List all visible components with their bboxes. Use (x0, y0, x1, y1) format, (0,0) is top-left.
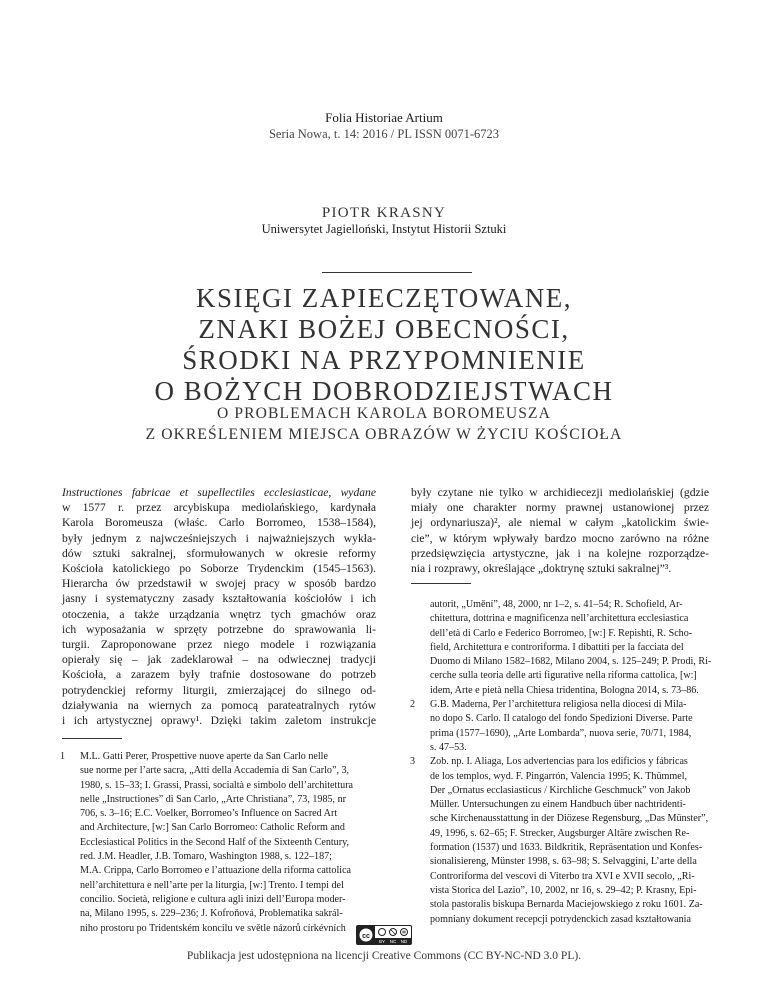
title-line: ZNAKI BOŻEJ OBECNOŚCI, (198, 314, 570, 344)
footnote-line: niho prostoru po Tridentském koncilu ve světle názorů církévních (80, 922, 346, 934)
footnote-line: s. 47–53. (430, 741, 467, 753)
footnotes-right (410, 598, 712, 927)
body-line: działywania na wiernych za pomocą parateatralnych rytów (62, 698, 376, 712)
footnote-line: sionalisiereng, Münster 1998, s. 63–98; S. Selvaggini, L’arte della (430, 856, 697, 868)
body-line: ich wyposażania w sprzęty potrzebne do sprawowania li- (62, 622, 376, 636)
footnote-line: concilio. Società, religione e cultura agli inizi dell’Europa moder- (80, 893, 346, 905)
journal-title: Folia Historiae Artium (325, 110, 443, 125)
footnote-line: formation (1537) und 1633. Bildkritik, Repräsentation und Konfes- (430, 842, 703, 854)
footnote-line: Duomo di Milano 1582–1682, Milano 2004, s. 125–249; P. Prodi, Ri- (430, 656, 712, 668)
footnote-line: autorit, „Umění”, 48, 2000, nr 1–2, s. 41–54; R. Schofield, Ar- (430, 599, 683, 610)
body-line: jej ordynariusza)², ale niemal w całym „katolickim świe- (411, 516, 709, 530)
article-title (0, 283, 768, 407)
footnote-line: 706, s. 3–16; E.C. Voelker, Borromeo’s Influence on Sacred Art (80, 808, 338, 820)
footnote-line: Der „Ornatus ecclasiasticus / Kirchliche Geschmuck” von Jakob (430, 784, 691, 796)
body-left-column (62, 485, 376, 728)
body-line: miały one charakter normy prawnej ustanowionej przez (411, 501, 709, 515)
footnote-2 (410, 698, 710, 755)
subtitle-line: O PROBLEMACH KAROLA BOROMEUSZA (216, 405, 552, 422)
footnote-1 (60, 750, 376, 936)
body-line: Kościoła katolickiego po Soborze Trydenckim (1545–1563). (62, 562, 376, 576)
body-line: nia i rozprawy, określające „doktrynę sztuki sakralnej”³. (411, 562, 672, 576)
body-line: i ich artystycznej oprawy¹. Dzięki takim zaletom instrukcje (62, 714, 376, 728)
body-line: jasny i systematyczny zasady kształtowania kościołów i ich (62, 592, 376, 606)
footnote-1-continued (430, 598, 710, 698)
nd-label: ND (400, 939, 408, 945)
journal-series: Seria Nowa, t. 14: 2016 / PL ISSN 0071-6723 (268, 127, 500, 141)
author-name: PIOTR KRASNY (321, 205, 447, 221)
body-right-column (411, 485, 709, 576)
footnote-line: chitettura, dottrina e magnificenza nell’architettura ecclesiastica (430, 613, 689, 625)
footnote-line: prima (1577–1690), „Arte Lombarda”, nuova serie, 70/71, 1984, (430, 727, 692, 739)
author-affiliation: Uniwersytet Jagielloński, Instytut Historii Sztuki (261, 222, 507, 236)
footnote-line: stola pastoralis biskupa Bernarda Maciejowskiego z roku 1601. Za- (430, 899, 703, 911)
body-line: przedsięwzięcia artystyczne, jak i na kolejne rozporządze- (411, 546, 709, 560)
footnote-line: sue norme per l’arte sacra, „Atti della Accademia di San Carlo”, 3, (80, 765, 350, 777)
footnote-line: and Architecture, [w:] San Carlo Borromeo: Catholic Reform and (80, 822, 345, 834)
footnote-line: M.A. Crippa, Carlo Borromeo e l’attuazione della riforma cattolica (80, 865, 352, 877)
cc-logo-text: cc (362, 933, 370, 940)
footnote-line: idem, Arte e pietà nella Chiesa tridentina, Bologna 2014, s. 73–86. (430, 684, 699, 696)
body-line: Hierarcha ów przedstawił w swojej pracy w sposób bardzo (62, 577, 376, 591)
footnote-line: de los templos, wyd. F. Pingarrón, Valencia 1995; K. Thümmel, (430, 770, 688, 782)
footnote-line: Ecclesiastical Politics in the Second Half of the Sixteenth Century, (80, 836, 350, 848)
body-line: turgii. Zaproponowane przez niego modele i rozwiązania (62, 638, 376, 652)
footnote-line: 49, 1996, s. 62–65; F. Strecker, Augsburger Altäre zwischen Re- (430, 827, 690, 839)
cc-license-badge-icon (356, 925, 412, 945)
body-line: Kościoła, a zarazem były trafnie dostosowane do potrzeb (62, 668, 376, 682)
footnote-divider (62, 738, 122, 739)
title-line: KSIĘGI ZAPIECZĘTOWANE, (196, 283, 572, 313)
body-line: potrydenckiej reformy liturgii, zmierzającej do silnego od- (62, 683, 376, 697)
footnote-line: Zob. np. I. Aliaga, Los advertencias para los edificios y fábricas (430, 756, 688, 768)
footnote-line: pomniany dokument recepcji potrydenckich zasad kształtowania (430, 913, 691, 925)
footnote-line: na, Milano 1995, s. 229–236; J. Kofroňová, Problematika sakrál- (80, 908, 343, 920)
footnote-line: Müller. Untersuchungen zu einem Handbuch über nachtridenti- (430, 799, 686, 811)
footnote-line: Controriforma del vescovi di Viterbo tra XVI e XVII secolo, „Ri- (430, 870, 695, 882)
body-line: były jednym z najwcześniejszych i najważniejszych wykła- (62, 531, 376, 545)
title-line: O BOŻYCH DOBRODZIEJSTWACH (154, 376, 614, 406)
footnote-number: 2 (410, 699, 416, 711)
body-line: były czytane nie tylko w archidiecezji mediolańskiej (gdzie (411, 486, 709, 499)
body-line: opierały się – jak zadeklarował – na odwiecznej tradycji (62, 653, 376, 667)
by-label: BY (378, 939, 386, 945)
footnote-line: red. J.M. Headler, J.B. Tomaro, Washington 1988, s. 122–187; (80, 851, 332, 863)
footnote-line: dell’età di Carlo e Federico Borromeo, [w:] F. Repishti, R. Scho- (430, 627, 693, 639)
footnote-line: G.B. Maderna, Per l’architettura religiosa nella diocesi di Mila- (430, 699, 687, 711)
article-subtitle (0, 403, 768, 445)
footnote-line: nelle „Instructiones” di San Carlo, „Arte Christiana”, 73, 1985, nr (80, 793, 347, 805)
footnote-number: 1 (60, 751, 66, 762)
body-line-italic: Instructiones fabricae et supellectiles ecclesiasticae, wydane (62, 486, 376, 499)
body-line: w 1577 r. przez arcybiskupa mediolańskiego, kardynała (62, 501, 376, 515)
footnote-line: 1980, s. 15–33; I. Grassi, Prassi, socialtà e simbolo dell’architettura (80, 779, 354, 791)
body-line: dów sztuki sakralnej, sformułowanych w okresie reformy (62, 546, 376, 560)
body-line: otoczenia, a także urządzania wnętrz tych gmachów oraz (62, 607, 376, 621)
footnote-divider (411, 583, 471, 584)
title-line: ŚRODKI NA PRZYPOMNIENIE (182, 345, 586, 375)
nc-label: NC (389, 939, 397, 945)
subtitle-line: Z OKREŚLENIEM MIEJSCA OBRAZÓW W ŻYCIU KOŚCIOŁA (145, 426, 623, 443)
footnote-line: no dopo S. Carlo. Il catalogo del fondo Spedizioni Diverse. Parte (430, 713, 693, 725)
body-line: cie”, w którym wpływały bardzo mocno zarówno na różne (411, 531, 709, 545)
footnote-line: field, Architettura e controriforma. I dibattiti per la facciata del (430, 641, 684, 653)
footnote-line: cerche sulla teoria delle arti figurative nella riforma cattolica, [w:] (430, 670, 697, 682)
license-note: Publikacja jest udostępniona na licencji Creative Commons (CC BY-NC-ND 3.0 PL). (186, 950, 582, 962)
footnote-number: 3 (410, 756, 416, 768)
footnote-line: sche Kirchenausstattung in der Diözese Regensburg, „Das Münster”, (430, 813, 709, 825)
title-divider (322, 272, 472, 273)
footnote-line: nell’architettura e nell’arte per la liturgia, [w:] Trento. I tempi del (80, 879, 344, 891)
footnote-line: M.L. Gatti Perer, Prospettive nuove aperte da San Carlo nelle (80, 751, 328, 762)
body-line: Karola Boromeusza (właśc. Carlo Borromeo, 1538–1584), (62, 516, 376, 530)
footnote-3 (410, 755, 710, 927)
footnote-line: vista Storica del Lazio”, 10, 2002, nr 16, s. 29–42; P. Krasny, Epi- (430, 884, 697, 896)
body-line (62, 485, 376, 500)
